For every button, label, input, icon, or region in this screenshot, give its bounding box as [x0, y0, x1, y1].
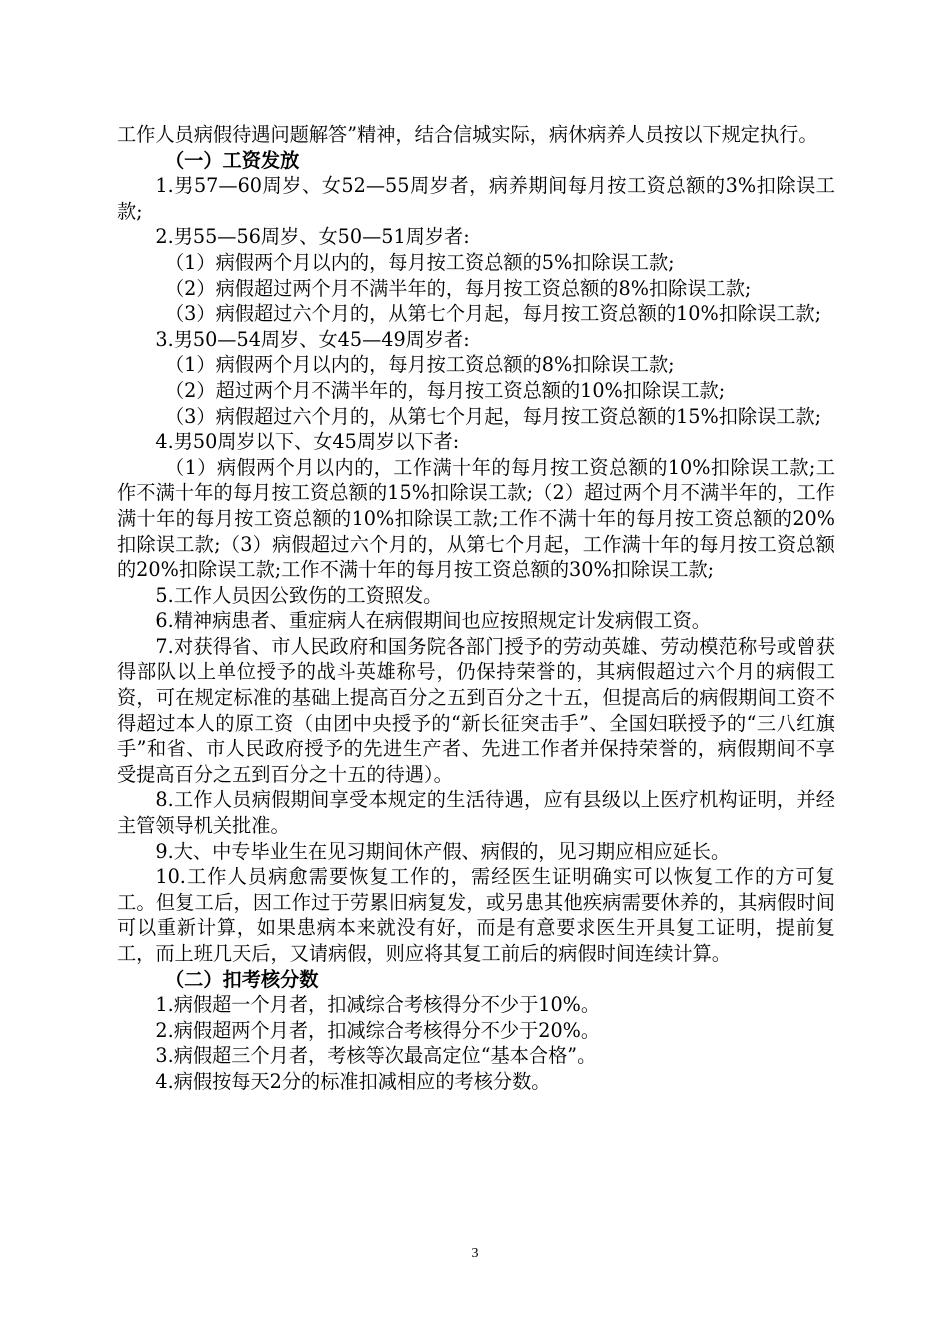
paragraph: 1.病假超一个月者，扣减综合考核得分不少于10%。 — [155, 993, 601, 1017]
page-number: 3 — [471, 1246, 479, 1261]
paragraph: 5.工作人员因公致伤的工资照发。 — [155, 583, 443, 607]
sub-item: （1）病假两个月以内的，每月按工资总额的8%扣除误工款; — [165, 353, 675, 377]
section-heading-assessment: （二）扣考核分数 — [165, 967, 319, 991]
paragraph: 3.男50—54周岁、女45—49周岁者: — [155, 327, 470, 351]
intro-paragraph: 工作人员病假待遇问题解答”精神，结合信城实际，病休病养人员按以下规定执行。 — [117, 123, 818, 146]
sub-item: （3）病假超过六个月的，从第七个月起，每月按工资总额的15%扣除误工款; — [165, 404, 822, 428]
paragraph: 2.男55—56周岁、女50—51周岁者: — [155, 225, 470, 249]
sub-item: （1）病假两个月以内的，每月按工资总额的5%扣除误工款; — [165, 250, 675, 274]
sub-item: （2）超过两个月不满半年的，每月按工资总额的10%扣除误工款; — [165, 378, 726, 402]
paragraph: 8.工作人员病假期间享受本规定的生活待遇，应有县级以上医疗机构证明，并经主管领导机关批准。 — [117, 788, 835, 838]
paragraph: 6.精神病患者、重症病人在病假期间也应按照规定计发病假工资。 — [155, 609, 711, 633]
paragraph: 9.大、中专毕业生在见习期间休产假、病假的，见习期应相应延长。 — [155, 839, 731, 863]
paragraph: 4.男50周岁以下、女45周岁以下者: — [155, 430, 460, 454]
paragraph: 4.病假按每天2分的标准扣减相应的考核分数。 — [155, 1069, 551, 1093]
paragraph: 2.病假超两个月者，扣减综合考核得分不少于20%。 — [155, 1018, 601, 1042]
sub-item: （1）病假两个月以内的，工作满十年的每月按工资总额的10%扣除误工款;工作不满十年的每月按工资总额的15%扣除误工款;（2）超过两个月不满半年的，工作满十年的每月按工资总额的10%扣除误工款;工作不满十年的每月按工资总额的20%扣除误工款;（3）病假超过六个月的，从第七个月起，工作满十年的每月按工资总额的20%扣除误工款;工作不满十年的每月按工资总额的30%扣除误工款; — [117, 455, 835, 582]
paragraph: 1.男57—60周岁、女52—55周岁者，病养期间每月按工资总额的3%扣除误工款; — [117, 174, 835, 223]
paragraph: 7.对获得省、市人民政府和国务院各部门授予的劳动英雄、劳动模范称号或曾获得部队以上单位授予的战斗英雄称号，仍保持荣誉的，其病假超过六个月的病假工资，可在规定标准的基础上提高百分之五到百分之十五，但提高后的病假期间工资不得超过本人的原工资（由团中央授予的“新长征突击手”、全国妇联授予的“三八红旗手”和省、市人民政府授予的先进生产者、先进工作者并保持荣誉的，病假期间不享受提高百分之五到百分之十五的待遇）。 — [117, 634, 835, 786]
paragraph: 3.病假超三个月者，考核等次最高定位“基本合格”。 — [155, 1044, 597, 1068]
sub-item: （2）病假超过两个月不满半年的，每月按工资总额的8%扣除误工款; — [165, 276, 752, 300]
document-body — [117, 122, 835, 1095]
sub-item: （3）病假超过六个月的，从第七个月起，每月按工资总额的10%扣除误工款; — [165, 302, 822, 326]
section-heading-wages: （一）工资发放 — [165, 148, 300, 172]
paragraph: 10.工作人员病愈需要恢复工作的，需经医生证明确实可以恢复工作的方可复工。但复工后，因工作过于劳累旧病复发，或另患其他疾病需要休养的，其病假时间可以重新计算，如果患病本来就没有好，而是有意要求医生开具复工证明，提前复工，而上班几天后，又请病假，则应将其复工前后的病假时间连续计算。 — [117, 865, 835, 965]
